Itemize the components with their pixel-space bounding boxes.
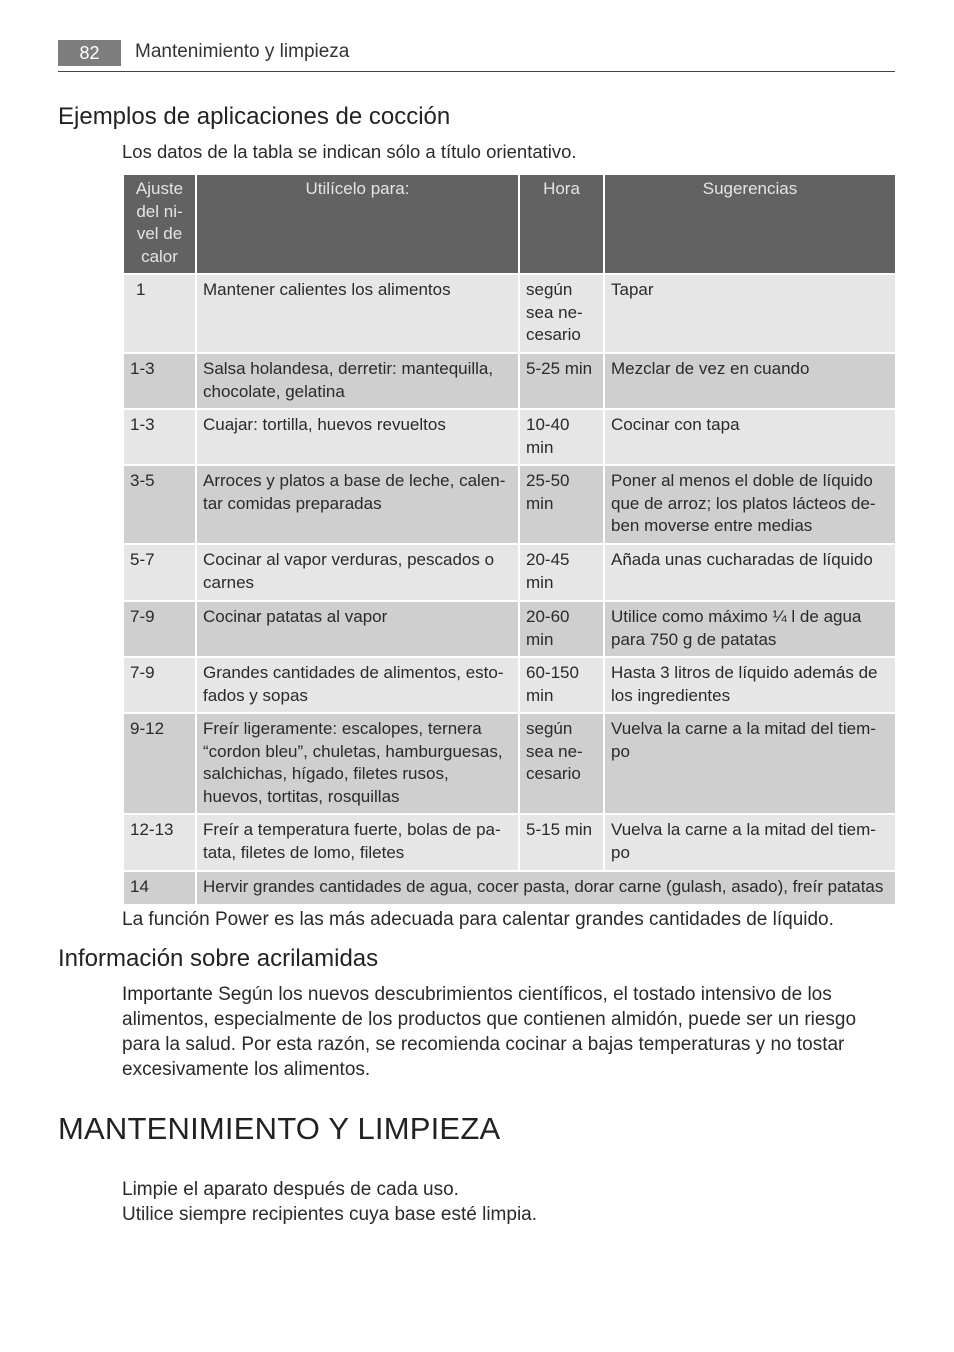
important-label: Importante [122, 984, 213, 1005]
table-row [123, 814, 896, 871]
table-row [123, 871, 896, 905]
maintenance-text [122, 1177, 537, 1227]
cell-use-wide: Hervir grandes cantidades de agua, cocer pasta, dorar carne (gulash, asado), freír patatas [196, 871, 896, 905]
table-row [123, 713, 896, 814]
cell-level: 1-3 [123, 353, 196, 409]
cell-time: 5-25 min [519, 353, 604, 409]
cell-tips: Añada unas cucharadas de líquido [604, 544, 896, 601]
cell-level: 1-3 [123, 409, 196, 465]
table-row [123, 274, 896, 353]
cell-tips: Vuelva la carne a la mitad del tiem- po [604, 814, 896, 871]
section-title-cooking-examples: Ejemplos de aplicaciones de cocción [58, 103, 451, 130]
page-number: 82 [58, 40, 121, 66]
cell-time: 5-15 min [519, 814, 604, 871]
cell-time: según sea ne- cesario [519, 713, 604, 814]
maintenance-line-2: Utilice siempre recipientes cuya base esté limpia. [122, 1204, 538, 1225]
table-row [123, 601, 896, 657]
header-heat-level: Ajuste del ni- vel de calor [123, 174, 196, 274]
cell-time: 10-40 min [519, 409, 604, 465]
cell-tips: Vuelva la carne a la mitad del tiem- po [604, 713, 896, 814]
cell-level: 5-7 [123, 544, 196, 601]
cell-time: 60-150 min [519, 657, 604, 713]
cooking-table [122, 173, 897, 906]
cell-time: 20-60 min [519, 601, 604, 657]
cell-use: Cocinar patatas al vapor [196, 601, 519, 657]
maintenance-line-1: Limpie el aparato después de cada uso. [122, 1179, 459, 1200]
header-use: Utilícelo para: [196, 174, 519, 274]
cell-use: Freír a temperatura fuerte, bolas de pa- tata, filetes de lomo, filetes [196, 814, 519, 871]
cell-use: Mantener calientes los alimentos [196, 274, 519, 353]
cell-level: 12-13 [123, 814, 196, 871]
cell-level: 1 [123, 274, 196, 353]
cell-use: Grandes cantidades de alimentos, esto- fados y sopas [196, 657, 519, 713]
cell-tips: Cocinar con tapa [604, 409, 896, 465]
section-title-acrylamides: Información sobre acrilamidas [58, 945, 379, 972]
page-header [58, 40, 895, 72]
cell-level: 14 [123, 871, 196, 905]
table-intro: Los datos de la tabla se indican sólo a título orientativo. [122, 141, 577, 162]
table-row [123, 409, 896, 465]
header-title: Mantenimiento y limpieza [135, 41, 350, 62]
cell-time: 20-45 min [519, 544, 604, 601]
cell-use: Arroces y platos a base de leche, calen- tar comidas preparadas [196, 465, 519, 544]
cell-use: Cocinar al vapor verduras, pescados o carnes [196, 544, 519, 601]
cell-time: según sea ne- cesario [519, 274, 604, 353]
table-row [123, 544, 896, 601]
cell-tips: Utilice como máximo ¼ l de agua para 750 g de patatas [604, 601, 896, 657]
table-row [123, 353, 896, 409]
cell-level: 9-12 [123, 713, 196, 814]
cell-level: 7-9 [123, 657, 196, 713]
table-header-row [123, 174, 896, 274]
acrylamide-paragraph [122, 982, 897, 1082]
cell-tips: Tapar [604, 274, 896, 353]
cell-level: 3-5 [123, 465, 196, 544]
chapter-title: MANTENIMIENTO Y LIMPIEZA [58, 1111, 501, 1146]
cell-tips: Hasta 3 litros de líquido además de los ingredientes [604, 657, 896, 713]
cell-level: 7-9 [123, 601, 196, 657]
cell-tips: Mezclar de vez en cuando [604, 353, 896, 409]
header-time: Hora [519, 174, 604, 274]
cell-use: Salsa holandesa, derretir: mantequilla, chocolate, gelatina [196, 353, 519, 409]
acrylamide-text: Según los nuevos descubrimientos científicos, el tostado intensivo de los alimentos, especialmente de los productos que contienen almidón, puede ser un riesgo para la salud. Por esta razón, se recomienda cocinar a bajas temperaturas y no tostar excesivamente los alimentos. [122, 984, 857, 1080]
table-row [123, 657, 896, 713]
power-note: La función Power es las más adecuada para calentar grandes cantidades de líquido. [122, 909, 834, 930]
table-row [123, 465, 896, 544]
cell-time: 25-50 min [519, 465, 604, 544]
cell-tips: Poner al menos el doble de líquido que de arroz; los platos lácteos de- ben moverse entre medias [604, 465, 896, 544]
cell-use: Freír ligeramente: escalopes, ternera “cordon bleu”, chuletas, hamburguesas, salchichas, hígado, filetes rusos, huevos, tortitas, rosquillas [196, 713, 519, 814]
header-tips: Sugerencias [604, 174, 896, 274]
cell-use: Cuajar: tortilla, huevos revueltos [196, 409, 519, 465]
